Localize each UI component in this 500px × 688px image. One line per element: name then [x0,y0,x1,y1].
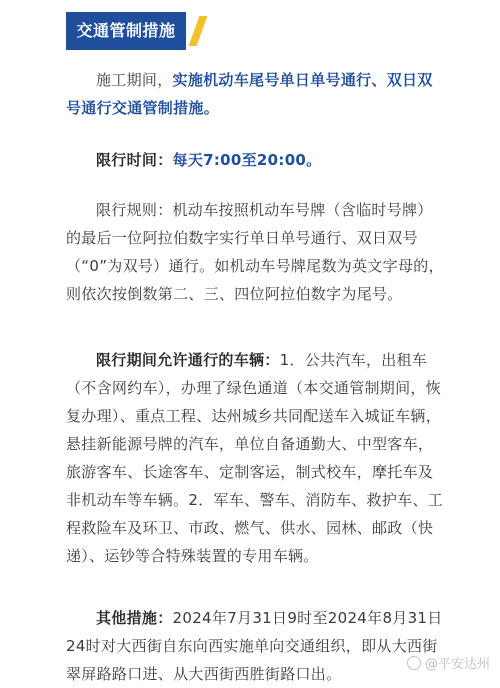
p1-highlight: 实施机动车尾号单日单号通行、双日双号通行交通管制措施。 [66,71,433,117]
section-title: 交通管制措施 [66,12,186,50]
weibo-icon [407,656,421,670]
header-accent-slash [189,16,208,46]
watermark [407,653,490,672]
paragraph-restriction-rules [66,196,444,308]
p4-text: 1．公共汽车，出租车（不含网约车），办理了绿色通道（本交通管制期间，恢复办理）、重点工程、达州城乡共同配送车入城证车辆，悬挂新能源号牌的汽车，单位自备通勤大、中型客车，旅游客车、长途客车、定制客运，制式校车，摩托车及非机动车等车辆。2．军车、警车、消防车、救护车、工程救险车及环卫、市政、燃气、供水、园林、邮政（快递）、运钞等合特殊装置的专用车辆。 [66,351,444,565]
paragraph-restriction-time [66,146,444,174]
p4-label: 限行期间允许通行的车辆： [96,351,280,369]
paragraph-other-measures [66,604,444,688]
p5-label: 其他措施： [96,609,173,627]
watermark-text: @平安达州 [424,657,490,672]
paragraph-construction-period [66,66,444,122]
p5-text: 2024年7月31日9时至2024年8月31日24时对大西街自东向西实施单向交通组织，即从大西街翠屏路路口进、从大西街西胜街路口出。 [66,609,443,683]
paragraph-allowed-vehicles [66,346,444,570]
section-header [66,12,216,50]
p2-label: 限行时间： [96,151,173,169]
p3-text: 限行规则：机动车按照机动车号牌（含临时号牌）的最后一位阿拉伯数字实行单日单号通行、双日双号（“0”为双号）通行。如机动车号牌尾数为英文字母的，则依次按倒数第二、三、四位阿拉伯数字为尾号。 [66,201,444,303]
p2-value: 每天7:00至20:00。 [172,151,322,169]
p1-lead: 施工期间， [96,71,173,89]
